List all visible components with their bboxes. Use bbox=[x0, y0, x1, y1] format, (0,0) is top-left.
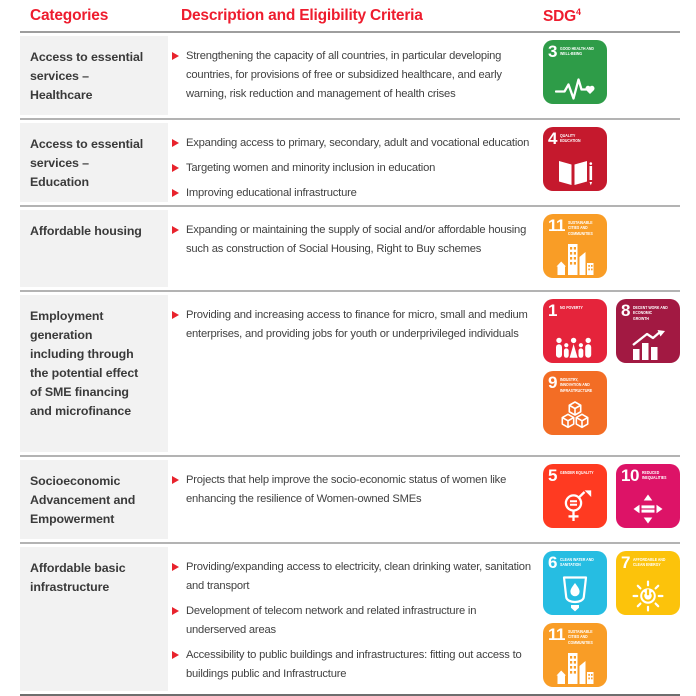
sdg-header-text: SDG bbox=[543, 8, 576, 26]
sdg-tile bbox=[616, 551, 680, 615]
bullet-text: Expanding access to primary, secondary, adult and vocational education bbox=[186, 137, 530, 149]
gender-equality-icon bbox=[543, 487, 607, 525]
column-gap bbox=[532, 544, 543, 694]
bullet-text: Improving educational infrastructure bbox=[186, 187, 357, 199]
description-cell bbox=[172, 120, 532, 205]
sdg-tile-header bbox=[548, 129, 607, 148]
sdg-tile-header bbox=[548, 216, 607, 236]
sdg-label: INDUSTRY, INNOVATION AND INFRASTRUCTURE bbox=[559, 377, 593, 393]
bullet-triangle-icon bbox=[172, 476, 179, 484]
sdg-tile-header bbox=[548, 625, 607, 645]
bullet-item bbox=[172, 134, 532, 153]
category-cell bbox=[20, 547, 168, 691]
sdg-number: 6 bbox=[548, 553, 557, 572]
bullet-triangle-icon bbox=[172, 651, 179, 659]
sdg-number: 1 bbox=[548, 301, 557, 320]
bullet-text: Projects that help improve the socio-economic status of women like enhancing the resilience of Women-owned SMEs bbox=[186, 474, 507, 505]
sdg-tile-header bbox=[548, 301, 607, 320]
sdg-tile-header bbox=[548, 42, 607, 61]
column-gap bbox=[532, 292, 543, 455]
header-sdg bbox=[543, 7, 680, 31]
sdg-number: 11 bbox=[548, 625, 565, 644]
sdg-tile bbox=[543, 299, 607, 363]
table-header bbox=[20, 0, 680, 33]
category-label: Socioeconomic Advancement and Empowerment bbox=[30, 474, 136, 526]
bullet-triangle-icon bbox=[172, 563, 179, 571]
table-row bbox=[20, 118, 680, 205]
sdg-tile bbox=[543, 127, 607, 191]
sdg-list bbox=[543, 544, 680, 694]
description-cell bbox=[172, 544, 532, 694]
sdg-label: QUALITY EDUCATION bbox=[559, 133, 581, 144]
sdg-tile bbox=[543, 40, 607, 104]
sdg-label: NO POVERTY bbox=[559, 305, 583, 310]
column-gap bbox=[532, 120, 543, 205]
sdg-label: GOOD HEALTH AND WELL-BEING bbox=[559, 46, 594, 57]
sdg-number: 7 bbox=[621, 553, 630, 572]
bullet-text: Expanding or maintaining the supply of social and/or affordable housing such as construction of Social Housing, Right to Buy schemes bbox=[186, 224, 527, 255]
sdg-number: 10 bbox=[621, 466, 639, 485]
category-label: Affordable basic infrastructure bbox=[30, 561, 126, 594]
table-row bbox=[20, 290, 680, 455]
sdg-label: SUSTAINABLE CITIES AND COMMUNITIES bbox=[567, 220, 593, 236]
sdg-tile-header bbox=[621, 301, 680, 321]
bullet-triangle-icon bbox=[172, 226, 179, 234]
sdg-list bbox=[543, 33, 680, 118]
sdg-tile bbox=[543, 464, 607, 528]
sdg-list bbox=[543, 120, 680, 205]
category-cell bbox=[20, 295, 168, 452]
sdg-number: 4 bbox=[548, 129, 557, 148]
sdg-tile-header bbox=[621, 553, 680, 572]
growth-chart-icon bbox=[616, 322, 680, 360]
sdg-label: AFFORDABLE AND CLEAN ENERGY bbox=[632, 557, 666, 568]
description-cell bbox=[172, 207, 532, 290]
bullet-item bbox=[172, 471, 532, 509]
category-cell bbox=[20, 210, 168, 287]
category-cell bbox=[20, 460, 168, 539]
sdg-label: DECENT WORK AND ECONOMIC GROWTH bbox=[632, 305, 668, 321]
table-body bbox=[20, 33, 680, 696]
category-label: Affordable housing bbox=[30, 224, 142, 238]
bullet-item bbox=[172, 646, 532, 684]
sdg-tile-header bbox=[548, 466, 607, 485]
description-cell bbox=[172, 457, 532, 542]
bullet-triangle-icon bbox=[172, 311, 179, 319]
cubes-icon bbox=[543, 394, 607, 432]
sdg-label: CLEAN WATER AND SANITATION bbox=[559, 557, 594, 568]
header-categories: Categories bbox=[30, 7, 109, 24]
bullet-item bbox=[172, 47, 532, 104]
table-row bbox=[20, 33, 680, 118]
people-group-icon bbox=[543, 322, 607, 360]
table-row bbox=[20, 455, 680, 542]
sdg-tile bbox=[543, 214, 607, 278]
sdg-tile bbox=[616, 464, 680, 528]
category-cell bbox=[20, 123, 168, 202]
header-description: Description and Eligibility Criteria bbox=[181, 7, 423, 24]
bullet-triangle-icon bbox=[172, 189, 179, 197]
open-book-icon bbox=[543, 150, 607, 188]
sun-energy-icon bbox=[616, 574, 680, 612]
bullet-item bbox=[172, 221, 532, 259]
sdg-tile-header bbox=[548, 373, 607, 393]
sdg-footnote-marker: 4 bbox=[576, 7, 581, 17]
bullet-triangle-icon bbox=[172, 52, 179, 60]
sdg-tile bbox=[543, 371, 607, 435]
sdg-number: 11 bbox=[548, 216, 565, 235]
document-table bbox=[20, 0, 680, 696]
bullet-text: Providing/expanding access to electricity, clean drinking water, sanitation and transport bbox=[186, 561, 531, 592]
equality-arrows-icon bbox=[616, 487, 680, 525]
category-label: Employment generation including through the potential effect of SME financing and microfinance bbox=[30, 309, 139, 418]
sdg-list bbox=[543, 292, 680, 455]
column-gap bbox=[532, 457, 543, 542]
category-label: Access to essential services – Education bbox=[30, 137, 144, 189]
sdg-number: 8 bbox=[621, 301, 630, 320]
category-label: Access to essential services – Healthcare bbox=[30, 50, 144, 102]
city-buildings-icon bbox=[543, 646, 607, 684]
bullet-triangle-icon bbox=[172, 607, 179, 615]
bullet-text: Providing and increasing access to finance for micro, small and medium enterprises, and providing jobs for youth or underprivileged individuals bbox=[186, 309, 528, 340]
sdg-label: GENDER EQUALITY bbox=[559, 470, 594, 475]
description-cell bbox=[172, 33, 532, 118]
bullet-text: Targeting women and minority inclusion in education bbox=[186, 162, 436, 174]
table-row bbox=[20, 205, 680, 290]
sdg-number: 3 bbox=[548, 42, 557, 61]
city-buildings-icon bbox=[543, 237, 607, 275]
bullet-text: Accessibility to public buildings and infrastructures: fitting out access to buildings public and Infrastructure bbox=[186, 649, 522, 680]
sdg-tile-header bbox=[621, 466, 680, 485]
sdg-label: REDUCED INEQUALITIES bbox=[641, 470, 667, 481]
bullet-text: Development of telecom network and related infrastructure in underserved areas bbox=[186, 605, 477, 636]
bullet-triangle-icon bbox=[172, 139, 179, 147]
category-cell bbox=[20, 36, 168, 115]
column-gap bbox=[532, 207, 543, 290]
sdg-number: 5 bbox=[548, 466, 557, 485]
sdg-list bbox=[543, 457, 680, 542]
description-cell bbox=[172, 292, 532, 455]
sdg-number: 9 bbox=[548, 373, 557, 392]
bullet-item bbox=[172, 159, 532, 178]
bullet-triangle-icon bbox=[172, 164, 179, 172]
sdg-list bbox=[543, 207, 680, 290]
bullet-text: Strengthening the capacity of all countries, in particular developing countries, for provisions of free or subsidized healthcare, and early warning, risk reduction and management of health crises bbox=[186, 50, 502, 100]
bullet-item bbox=[172, 602, 532, 640]
bullet-item bbox=[172, 558, 532, 596]
water-drop-glass-icon bbox=[543, 574, 607, 612]
heartbeat-icon bbox=[543, 63, 607, 101]
table-row bbox=[20, 542, 680, 694]
sdg-tile-header bbox=[548, 553, 607, 572]
bullet-item bbox=[172, 184, 532, 203]
bullet-item bbox=[172, 306, 532, 344]
sdg-tile bbox=[543, 623, 607, 687]
sdg-tile bbox=[543, 551, 607, 615]
sdg-tile bbox=[616, 299, 680, 363]
sdg-label: SUSTAINABLE CITIES AND COMMUNITIES bbox=[567, 629, 593, 645]
column-gap bbox=[532, 33, 543, 118]
